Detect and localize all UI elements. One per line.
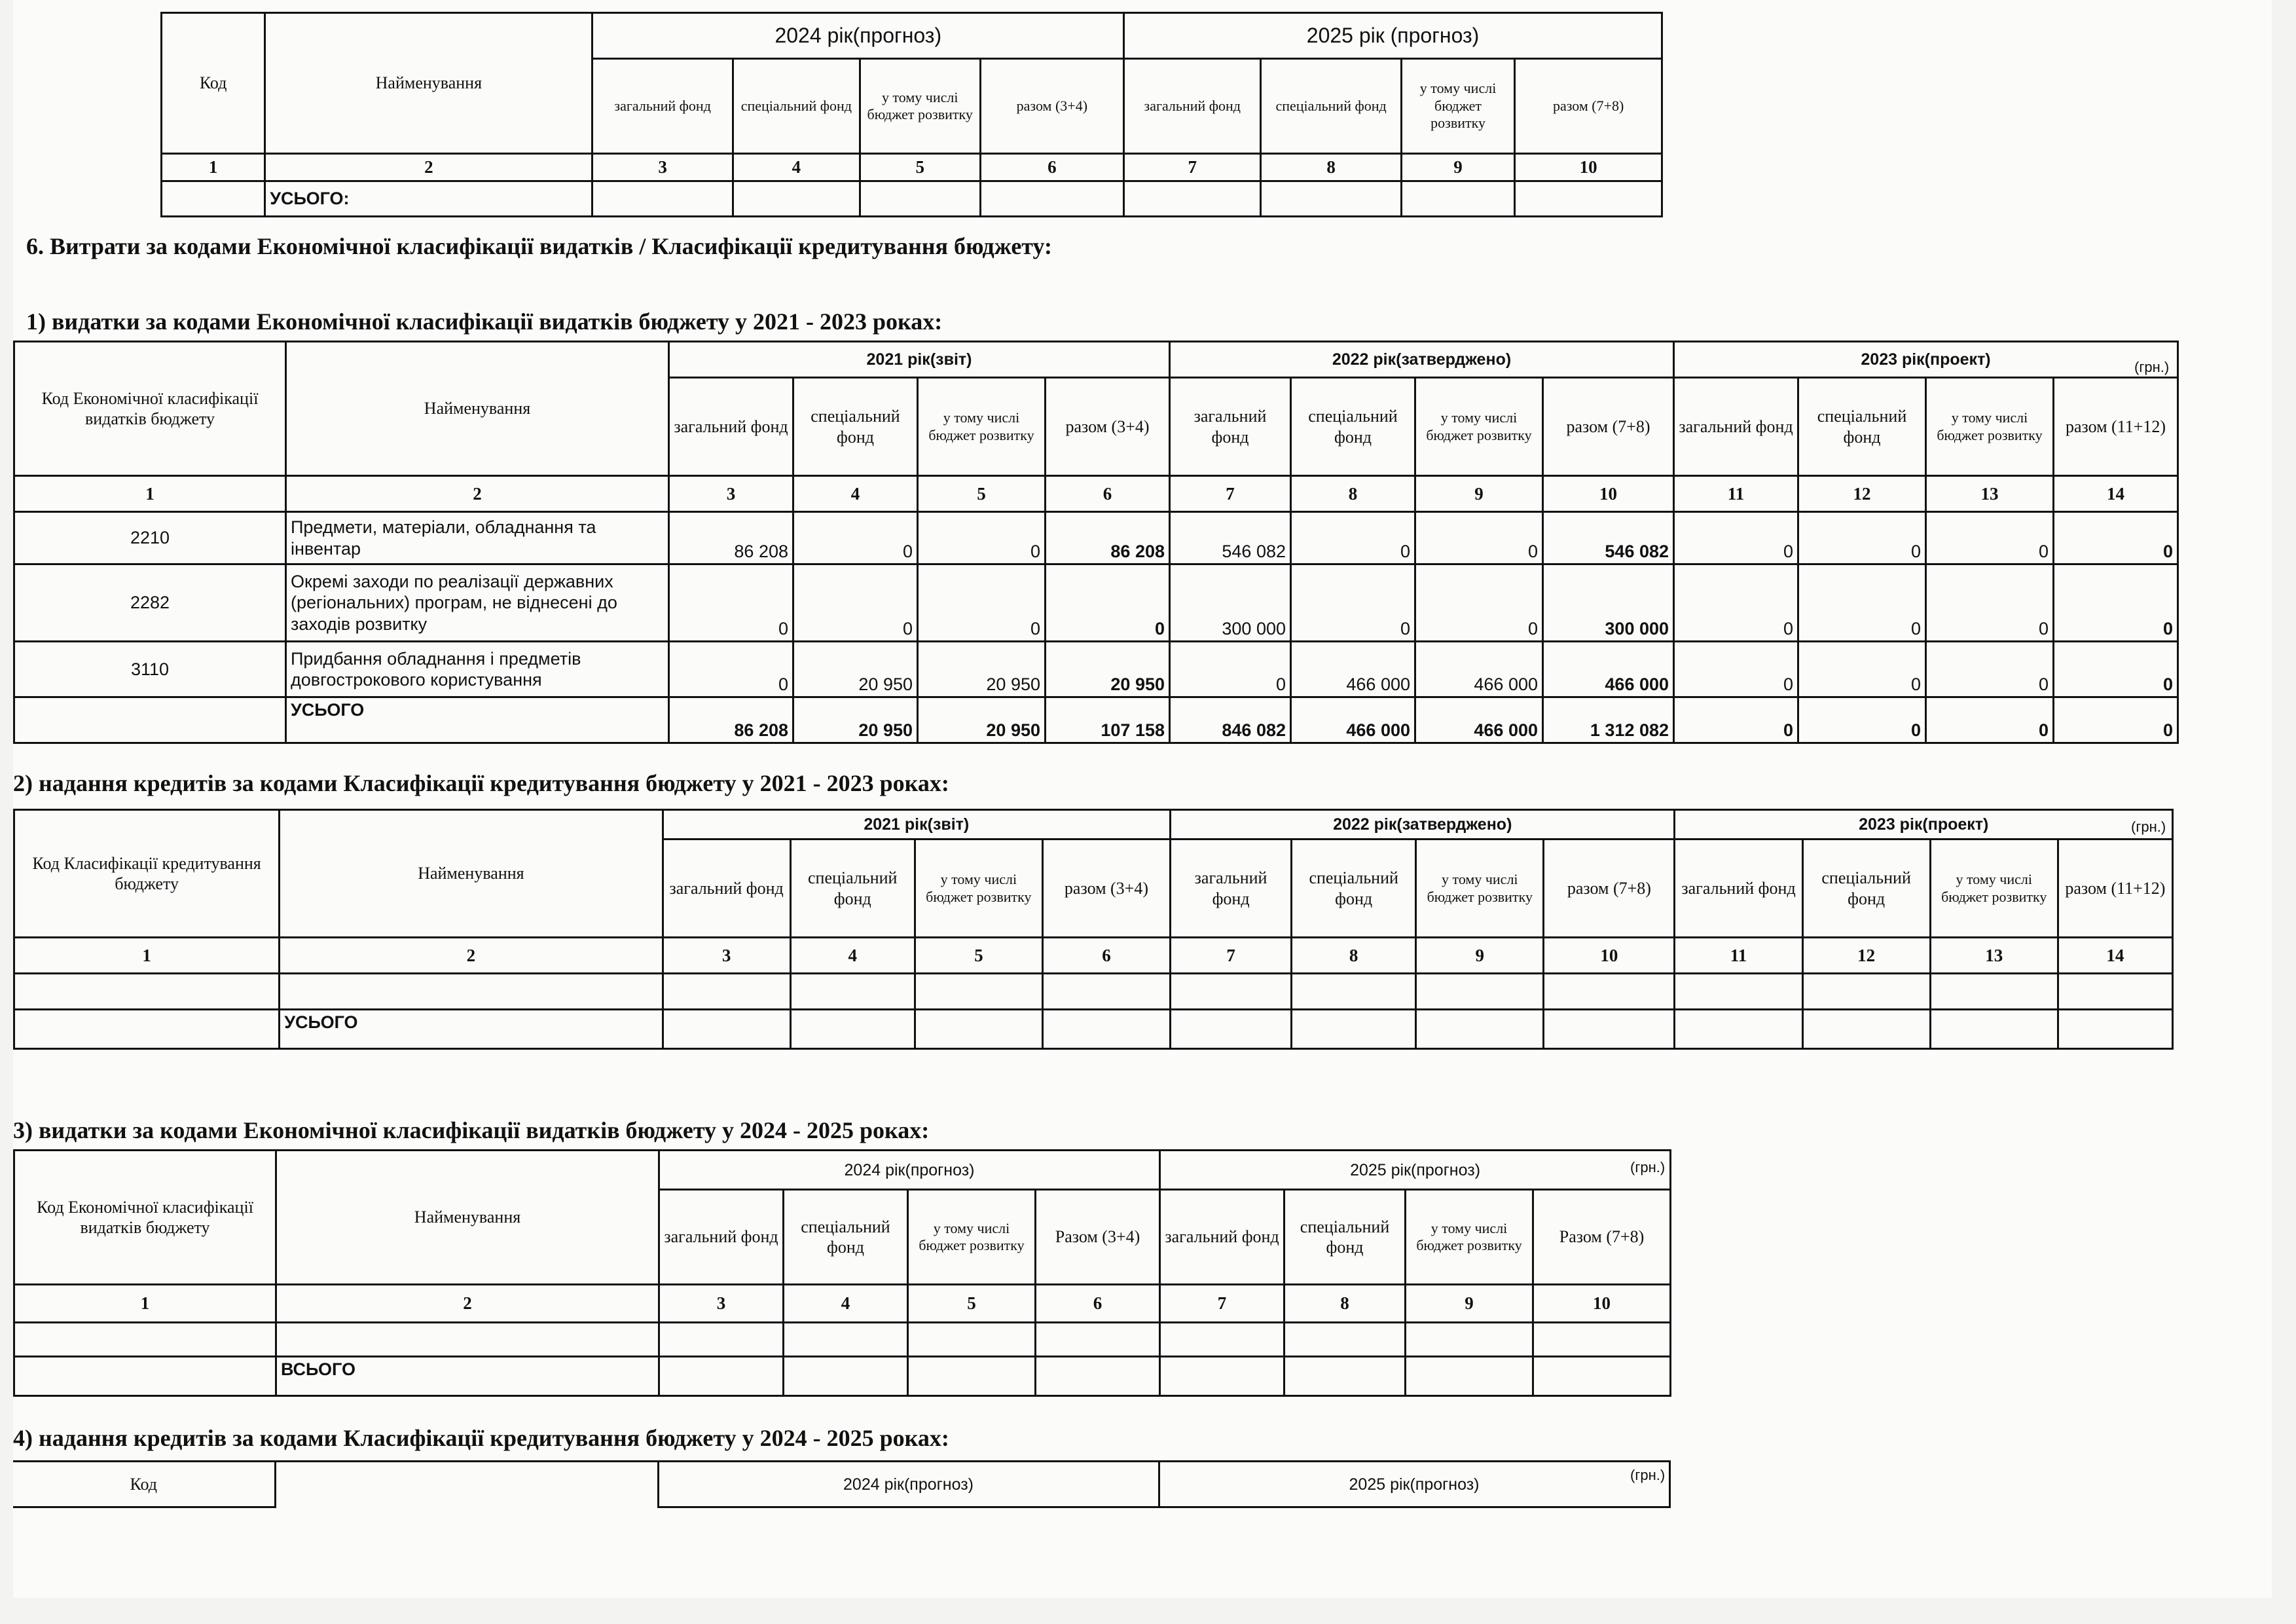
cell-value: 0: [669, 642, 793, 697]
col-sum: разом (3+4): [1046, 378, 1170, 476]
column-number: 11: [1675, 938, 1802, 974]
cell-value: 0: [793, 564, 918, 642]
col-general: загальний фонд: [1171, 840, 1292, 938]
col-special: спеціальний фонд: [790, 840, 915, 938]
cell-value: 466 000: [1291, 697, 1415, 743]
column-number: 2: [286, 476, 669, 512]
column-number: 5: [918, 476, 1046, 512]
year-2024-header: 2024 рік(прогноз): [659, 1151, 1160, 1190]
cell-value: 0: [1926, 642, 2054, 697]
cell-value: 0: [1291, 564, 1415, 642]
column-number: 5: [915, 938, 1042, 974]
cell-value: 0: [1798, 512, 1926, 564]
code-header: Код Економічної класифікації видатків бюджету: [14, 1151, 276, 1285]
total-label: УСЬОГО:: [265, 181, 592, 217]
column-number: 1: [14, 938, 280, 974]
column-number: 6: [1046, 476, 1170, 512]
column-number: 6: [1042, 938, 1170, 974]
col-sum: разом (3+4): [1042, 840, 1170, 938]
col-general: загальний фонд: [669, 378, 793, 476]
col-special: спеціальний фонд: [1291, 378, 1415, 476]
code-header: Код Економічної класифікації видатків бюджету: [14, 342, 286, 476]
code-header: Код: [13, 1462, 275, 1507]
cell-value: 20 950: [1046, 642, 1170, 697]
col-sum: разом (11+12): [2058, 840, 2172, 938]
col-dev: у тому числі бюджет розвитку: [915, 840, 1042, 938]
year-2023-header: 2023 рік(проект): [1674, 342, 2178, 378]
code-header: Код: [162, 13, 265, 154]
cell-value: 0: [1674, 512, 1798, 564]
total-label: УСЬОГО: [280, 1010, 663, 1049]
col-dev: у тому числі бюджет розвитку: [1415, 378, 1543, 476]
cell-value: 0: [1674, 564, 1798, 642]
column-number: 1: [14, 1285, 276, 1323]
col-general: загальний фонд: [1674, 378, 1798, 476]
cell-value: 20 950: [793, 642, 918, 697]
column-number: 7: [1124, 154, 1261, 181]
section-6-title: 6. Витрати за кодами Економічної класифікації видатків / Класифікації кредитування бюджету:: [26, 233, 1053, 259]
year-2021-header: 2021 рік(звіт): [663, 810, 1170, 840]
year-2024-header: 2024 рік(прогноз): [592, 13, 1124, 59]
year-2021-header: 2021 рік(звіт): [669, 342, 1170, 378]
column-number: 14: [2054, 476, 2178, 512]
cell-value: 466 000: [1415, 697, 1543, 743]
column-number: 2: [276, 1285, 659, 1323]
cell-value: 846 082: [1170, 697, 1291, 743]
col-dev: у тому числі бюджет розвитку: [1926, 378, 2054, 476]
cell-value: 86 208: [669, 697, 793, 743]
name-header: Найменування: [280, 810, 663, 938]
cell-value: 20 950: [918, 697, 1046, 743]
row-name: Окремі заходи по реалізації державних (регіональних) програм, не віднесені до заходів розвитку: [286, 564, 669, 642]
col-general: загальний фонд: [1160, 1190, 1285, 1285]
cell-value: 107 158: [1046, 697, 1170, 743]
column-number: 3: [659, 1285, 784, 1323]
cell-value: 0: [1674, 697, 1798, 743]
col-dev: у тому числі бюджет розвитку: [1930, 840, 2058, 938]
document-page: [13, 0, 2272, 1598]
total-row: [14, 697, 2178, 743]
name-header: Найменування: [265, 13, 592, 154]
col-dev: у тому числі бюджет розвитку: [1401, 59, 1515, 154]
column-number: 10: [1544, 938, 1675, 974]
col-sum: Разом (3+4): [1036, 1190, 1160, 1285]
column-number: 8: [1291, 476, 1415, 512]
cell-value: 0: [918, 512, 1046, 564]
cell-value: 0: [918, 564, 1046, 642]
cell-value: 20 950: [793, 697, 918, 743]
cell-value: 0: [1798, 697, 1926, 743]
cell-value: 0: [1926, 564, 2054, 642]
year-2024-header: 2024 рік(прогноз): [658, 1462, 1159, 1507]
name-header: Найменування: [286, 342, 669, 476]
column-number: 3: [663, 938, 790, 974]
cell-value: 546 082: [1170, 512, 1291, 564]
col-general: загальний фонд: [663, 840, 790, 938]
col-general: загальний фонд: [592, 59, 733, 154]
cell-value: 0: [793, 512, 918, 564]
table-row: [14, 512, 2178, 564]
col-dev: у тому числі бюджет розвитку: [1416, 840, 1544, 938]
col-sum: разом (7+8): [1543, 378, 1674, 476]
subsection-1-title: 1) видатки за кодами Економічної класифікації видатків бюджету у 2021 - 2023 роках:: [26, 308, 943, 335]
column-number: 12: [1802, 938, 1930, 974]
column-number: 6: [1036, 1285, 1160, 1323]
subsection-4-title: 4) надання кредитів за кодами Класифікації кредитування бюджету у 2024 - 2025 роках:: [13, 1425, 949, 1451]
year-2022-header: 2022 рік(затверджено): [1171, 810, 1675, 840]
column-number: 4: [790, 938, 915, 974]
column-number: 1: [162, 154, 265, 181]
cell-value: 300 000: [1543, 564, 1674, 642]
col-special: спеціальний фонд: [1292, 840, 1416, 938]
cell-value: 0: [1415, 512, 1543, 564]
column-number: 3: [669, 476, 793, 512]
cell-value: 0: [1798, 642, 1926, 697]
column-number: 7: [1170, 476, 1291, 512]
column-number: 9: [1401, 154, 1515, 181]
col-special: спеціальний фонд: [784, 1190, 908, 1285]
row-name: Предмети, матеріали, обладнання та інвентар: [286, 512, 669, 564]
column-number: 2: [265, 154, 592, 181]
year-2025-header: 2025 рік(прогноз): [1160, 1151, 1671, 1190]
unit-label: (грн.): [2131, 819, 2166, 835]
name-header: Найменування: [276, 1151, 659, 1285]
col-special: спеціальний фонд: [1261, 59, 1401, 154]
col-general: загальний фонд: [659, 1190, 784, 1285]
unit-label: (грн.): [1630, 1467, 1666, 1483]
column-number: 10: [1533, 1285, 1671, 1323]
col-dev: у тому числі бюджет розвитку: [918, 378, 1046, 476]
col-dev: у тому числі бюджет розвитку: [860, 59, 980, 154]
col-sum: разом (7+8): [1515, 59, 1662, 154]
column-number: 9: [1415, 476, 1543, 512]
col-general: загальний фонд: [1675, 840, 1802, 938]
subsection-3-title: 3) видатки за кодами Економічної класифікації видатків бюджету у 2024 - 2025 роках:: [13, 1117, 930, 1143]
col-dev: у тому числі бюджет розвитку: [908, 1190, 1036, 1285]
col-dev: у тому числі бюджет розвитку: [1406, 1190, 1533, 1285]
col-general: загальний фонд: [1124, 59, 1261, 154]
cell-value: 0: [2054, 512, 2178, 564]
column-number: 5: [908, 1285, 1036, 1323]
column-number: 8: [1285, 1285, 1406, 1323]
col-special: спеціальний фонд: [793, 378, 918, 476]
row-code: 2282: [14, 564, 286, 642]
credit-2021-2023-table: [13, 809, 2174, 1050]
cell-value: 0: [2054, 642, 2178, 697]
column-number: 4: [784, 1285, 908, 1323]
expenditure-2021-2023-table: [13, 341, 2179, 744]
column-number: 4: [793, 476, 918, 512]
column-number: 12: [1798, 476, 1926, 512]
cell-value: 86 208: [669, 512, 793, 564]
cell-value: 0: [1798, 564, 1926, 642]
col-special: спеціальний фонд: [1802, 840, 1930, 938]
code-header: Код Класифікації кредитування бюджету: [14, 810, 280, 938]
column-number: 14: [2058, 938, 2172, 974]
column-number: 1: [14, 476, 286, 512]
row-name: Придбання обладнання і предметів довгострокового користування: [286, 642, 669, 697]
cell-value: 0: [1291, 512, 1415, 564]
column-number: 9: [1416, 938, 1544, 974]
unit-label: (грн.): [2134, 359, 2170, 375]
cell-value: 0: [1674, 642, 1798, 697]
cell-value: 20 950: [918, 642, 1046, 697]
cell-value: 0: [2054, 564, 2178, 642]
cell-value: 0: [669, 564, 793, 642]
cell-value: 546 082: [1543, 512, 1674, 564]
row-code: 3110: [14, 642, 286, 697]
cell-value: 466 000: [1415, 642, 1543, 697]
column-number: 4: [733, 154, 860, 181]
top-forecast-table: [160, 12, 1663, 217]
year-2025-header: 2025 рік (прогноз): [1124, 13, 1662, 59]
row-code: 2210: [14, 512, 286, 564]
unit-label: (грн.): [1630, 1159, 1666, 1175]
cell-value: 0: [2054, 697, 2178, 743]
column-number: 13: [1930, 938, 2058, 974]
col-sum: разом (11+12): [2054, 378, 2178, 476]
cell-value: 1 312 082: [1543, 697, 1674, 743]
col-general: загальний фонд: [1170, 378, 1291, 476]
column-number: 2: [280, 938, 663, 974]
column-number: 11: [1674, 476, 1798, 512]
col-sum: разом (3+4): [980, 59, 1124, 154]
table-row: [14, 564, 2178, 642]
cell-value: 466 000: [1291, 642, 1415, 697]
year-2025-header: 2025 рік(прогноз): [1159, 1462, 1669, 1507]
column-number: 8: [1261, 154, 1401, 181]
cell-value: 0: [1170, 642, 1291, 697]
credit-2024-2025-table: [13, 1460, 1671, 1508]
cell-value: 0: [1415, 564, 1543, 642]
expenditure-2024-2025-table: [13, 1149, 1671, 1397]
cell-value: 466 000: [1543, 642, 1674, 697]
cell-value: 300 000: [1170, 564, 1291, 642]
column-number: 7: [1160, 1285, 1285, 1323]
cell-value: 0: [1046, 564, 1170, 642]
column-number: 5: [860, 154, 980, 181]
col-special: спеціальний фонд: [1285, 1190, 1406, 1285]
column-number: 13: [1926, 476, 2054, 512]
column-number: 3: [592, 154, 733, 181]
col-sum: Разом (7+8): [1533, 1190, 1671, 1285]
year-2023-header: 2023 рік(проект): [1675, 810, 2173, 840]
total-label: УСЬОГО: [286, 697, 669, 743]
subsection-2-title: 2) надання кредитів за кодами Класифікації кредитування бюджету у 2021 - 2023 роках:: [13, 770, 949, 796]
table-row: [14, 642, 2178, 697]
column-number: 8: [1292, 938, 1416, 974]
year-2022-header: 2022 рік(затверджено): [1170, 342, 1674, 378]
column-number: 10: [1543, 476, 1674, 512]
column-number: 7: [1171, 938, 1292, 974]
col-special: спеціальний фонд: [1798, 378, 1926, 476]
cell-value: 0: [1926, 512, 2054, 564]
col-special: спеціальний фонд: [733, 59, 860, 154]
cell-value: 86 208: [1046, 512, 1170, 564]
col-sum: разом (7+8): [1544, 840, 1675, 938]
column-number: 9: [1406, 1285, 1533, 1323]
column-number: 10: [1515, 154, 1662, 181]
cell-value: 0: [1926, 697, 2054, 743]
total-label: ВСЬОГО: [276, 1357, 659, 1396]
column-number: 6: [980, 154, 1124, 181]
